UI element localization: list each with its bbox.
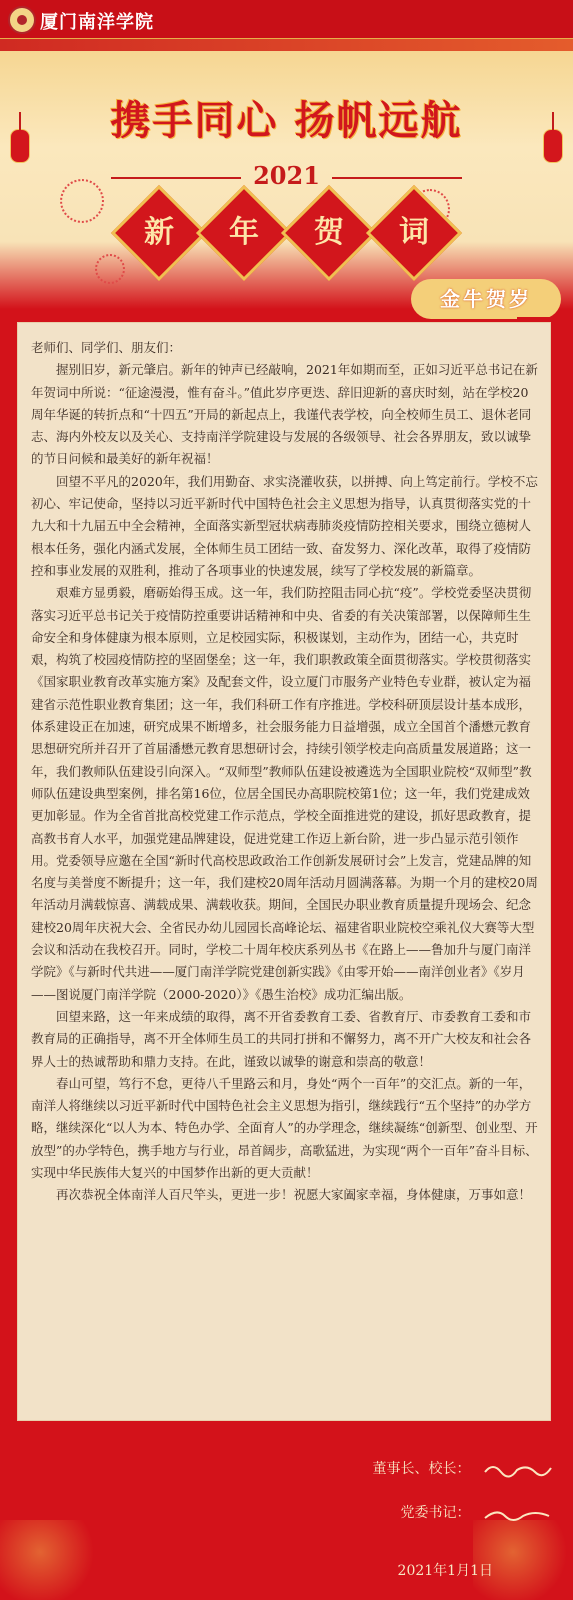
handwritten-signature-icon [483, 1504, 553, 1522]
signature-label: 党委书记： [400, 1505, 471, 1521]
golden-ox-badge: 金牛贺岁 [411, 279, 561, 319]
paragraph: 春山可望，笃行不怠，更待八千里路云和月，身处“两个一百年”的交汇点。新的一年，南洋人将继续以习近平新时代中国特色社会主义思想为指引，继续践行“五个坚持”的办学方略，继续深化“以人为本、特色办学、全面育人”的办学理念，继续凝练“创新型、创业型、开放型”的办学特色，携手地方与行业，昂首阔步，高歌猛进，为实现“两个一百年”奋斗目标、实现中华民族伟大复兴的中国梦作出新的更大贡献！ [31, 1075, 538, 1180]
school-logo-icon [8, 6, 36, 34]
paragraph: 握别旧岁，新元肇启。新年的钟声已经敲响，2021年如期而至，正如习近平总书记在新年贺词中所说：“征途漫漫，惟有奋斗。”值此岁序更迭、辞旧迎新的喜庆时刻，站在学校20周年华诞的转折点和“十四五”开局的新起点上，我谨代表学校，向全校师生员工、退休老同志、海内外校友以及关心、支持南洋学院建设与发展的各级领导、社会各界朋友，致以诚挚的节日问候和最美好的新年祝福！ [31, 362, 538, 467]
paragraph: 再次恭祝全体南洋人百尺竿头，更进一步！祝愿大家阖家幸福，身体健康，万事如意！ [56, 1187, 532, 1203]
signature-label: 董事长、校长： [372, 1461, 471, 1477]
letter-paper [17, 322, 551, 1421]
subtitle-char: 词 [366, 185, 462, 281]
subtitle-char: 年 [196, 185, 292, 281]
paragraph: 回望不平凡的2020年，我们用勤奋、求实浇灌收获，以拼搏、向上笃定前行。学校不忘初心、牢记使命，坚持以习近平新时代中国特色社会主义思想为指导，认真贯彻落实党的十九大和十九届五中全会精神，全面落实新型冠状病毒肺炎疫情防控相关要求，围绕立德树人根本任务，强化内涵式发展，全体师生员工团结一致、奋发努力、深化改革，取得了疫情防控和事业发展的双胜利，推动了各项事业的快速发展，续写了学校发展的新篇章。 [31, 473, 538, 578]
year-label: 2021 [0, 161, 573, 190]
closing-section [0, 1420, 573, 1600]
headline: 携手同心 扬帆远航 [110, 98, 463, 144]
hero-banner [0, 39, 573, 309]
top-bar [0, 0, 573, 39]
subtitle-row [0, 199, 573, 267]
subtitle-char: 贺 [281, 185, 377, 281]
date: 2021年1月1日 [397, 1563, 493, 1579]
handwritten-signature-icon [483, 1460, 553, 1478]
greeting: 老师们、同学们、朋友们： [31, 340, 182, 355]
letter-body [31, 337, 539, 1207]
signature-chairman [373, 1458, 553, 1478]
hero-strip [0, 39, 573, 51]
paragraph: 艰难方显勇毅，磨砺始得玉成。这一年，我们防控阻击同心抗“疫”。学校党委坚决贯彻落实习近平总书记关于疫情防控重要讲话精神和中央、省委的有关决策部署，以保障师生生命安全和身体健康为根本原则，立足校园实际，积极谋划，主动作为，团结一心，共克时艰，构筑了校园疫情防控的坚固堡垒；这一年，我们职教政策全面贯彻落实。学校贯彻落实《国家职业教育改革实施方案》及配套文件，设立厦门市服务产业特色专业群，被认定为福建省示范性职业教育集团；这一年，我们科研工作有序推进。学校科研顶层设计基本成形，体系建设正在加速，研究成果不断增多，社会服务能力日益增强，成立全国首个潘懋元教育思想研究所并召开了首届潘懋元教育思想研讨会，持续引领学校走向高质量发展道路；这一年，我们教师队伍建设引向深入。“双师型”教师队伍建设被遴选为全国职业院校“双师型”教师队伍建设典型案例，排名第16位，位居全国民办高职院校第1位；这一年，我们党建成效更加彰显。作为全省首批高校党建工作示范点，学校全面推进党的建设，抓好思政教育，提高教书育人水平，加强党建品牌建设，促进党建工作迈上新台阶，进一步凸显示范引领作用。党委领导应邀在全国“新时代高校思政政治工作创新发展研讨会”上发言，党建品牌的知名度与美誉度不断提升；这一年，我们建校20周年活动月圆满落幕。为期一个月的建校20周年活动月满载惊喜、满载成果、满载收获。期间，全国民办职业教育质量提升现场会、纪念建校20周年庆祝大会、全省民办幼儿园园长高峰论坛、福建省职业院校空乘礼仪大赛等大型会议和活动在我校召开。同时，学校二十周年校庆系列丛书《在路上——鲁加升与厦门南洋学院》《与新时代共进——厦门南洋学院党建创新实践》《由零开始——南洋创业者》《岁月——图说厦门南洋学院（2000-2020）》《愚生治校》成功汇编出版。 [31, 585, 538, 1002]
floral-decoration-icon [0, 1520, 100, 1600]
subtitle-char: 新 [111, 185, 207, 281]
school-name: 厦门南洋学院 [40, 12, 154, 33]
signature-party-secretary [401, 1502, 553, 1522]
paragraph: 回望来路，这一年来成绩的取得，离不开省委教育工委、省教育厅、市委教育工委和市教育局的正确指导，离不开全体师生员工的共同打拼和不懈努力，离不开广大校友和社会各界人士的热诚帮助和鼎力支持。在此，谨致以诚挚的谢意和崇高的敬意！ [31, 1008, 532, 1069]
